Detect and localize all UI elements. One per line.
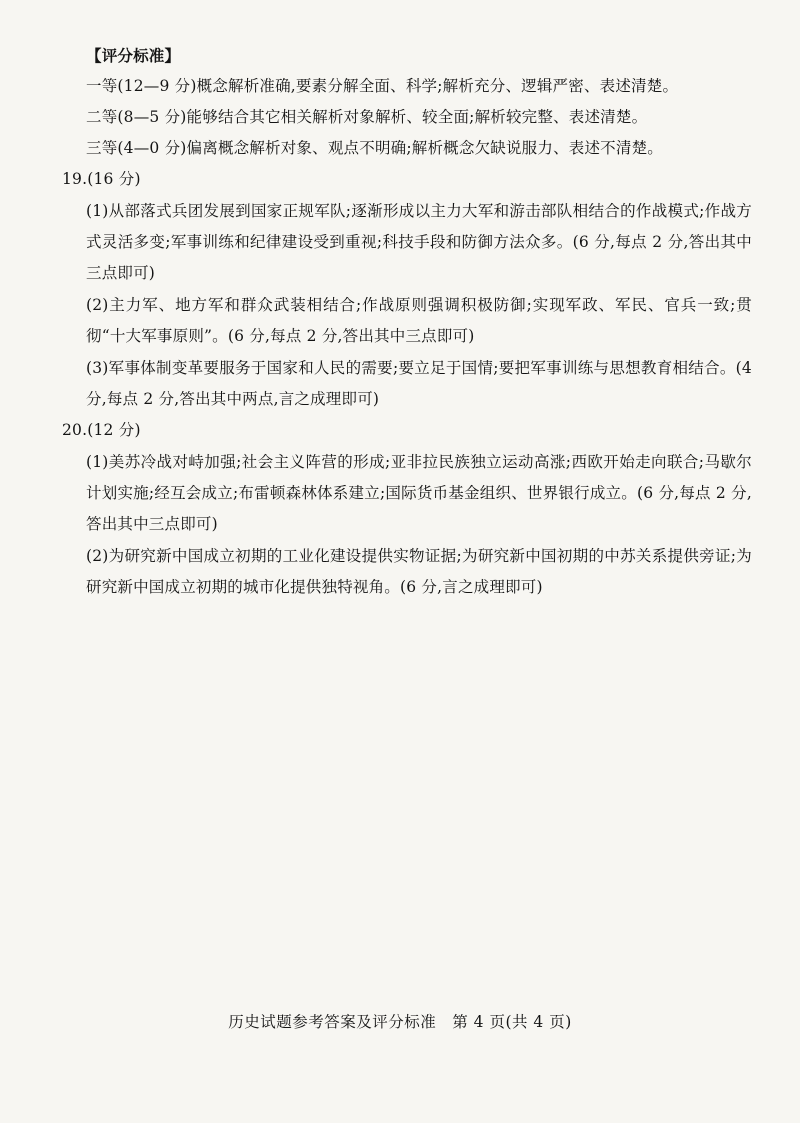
grade-third-line: 三等(4—0 分)偏离概念解析对象、观点不明确;解析概念欠缺说服力、表述不清楚。 — [86, 139, 663, 157]
question-20-part-2: (2)为研究新中国成立初期的工业化建设提供实物证据;为研究新中国初期的中苏关系提供旁证;为研究新中国成立初期的城市化提供独特视角。(6 分,言之成理即可) — [86, 547, 752, 596]
question-19-part-3: (3)军事体制变革要服务于国家和人民的需要;要立足于国情;要把军事训练与思想教育相结合。(4 分,每点 2 分,答出其中两点,言之成理即可) — [86, 359, 752, 408]
page-footer: 历史试题参考答案及评分标准 第 4 页(共 4 页) — [228, 1013, 572, 1031]
answer-content — [62, 40, 752, 603]
question-19-number: 19.(16 分) — [62, 170, 141, 188]
grading-standard-heading: 【评分标准】 — [86, 46, 181, 65]
question-20-number: 20.(12 分) — [62, 421, 141, 439]
question-20-part-1: (1)美苏冷战对峙加强;社会主义阵营的形成;亚非拉民族独立运动高涨;西欧开始走向联合;马歇尔计划实施;经互会成立;布雷顿森林体系建立;国际货币基金组织、世界银行成立。(6 分,每点 2 分,答出其中三点即可) — [86, 453, 752, 533]
question-19-part-2: (2)主力军、地方军和群众武装相结合;作战原则强调积极防御;实现军政、军民、官兵一致;贯彻“十大军事原则”。(6 分,每点 2 分,答出其中三点即可) — [86, 296, 752, 345]
grade-first-line: 一等(12—9 分)概念解析准确,要素分解全面、科学;解析充分、逻辑严密、表述清楚。 — [86, 77, 679, 95]
grade-second-line: 二等(8—5 分)能够结合其它相关解析对象解析、较全面;解析较完整、表述清楚。 — [86, 108, 648, 126]
question-19-part-1: (1)从部落式兵团发展到国家正规军队;逐渐形成以主力大军和游击部队相结合的作战模式;作战方式灵活多变;军事训练和纪律建设受到重视;科技手段和防御方法众多。(6 分,每点 2 分,答出其中三点即可) — [86, 202, 752, 282]
